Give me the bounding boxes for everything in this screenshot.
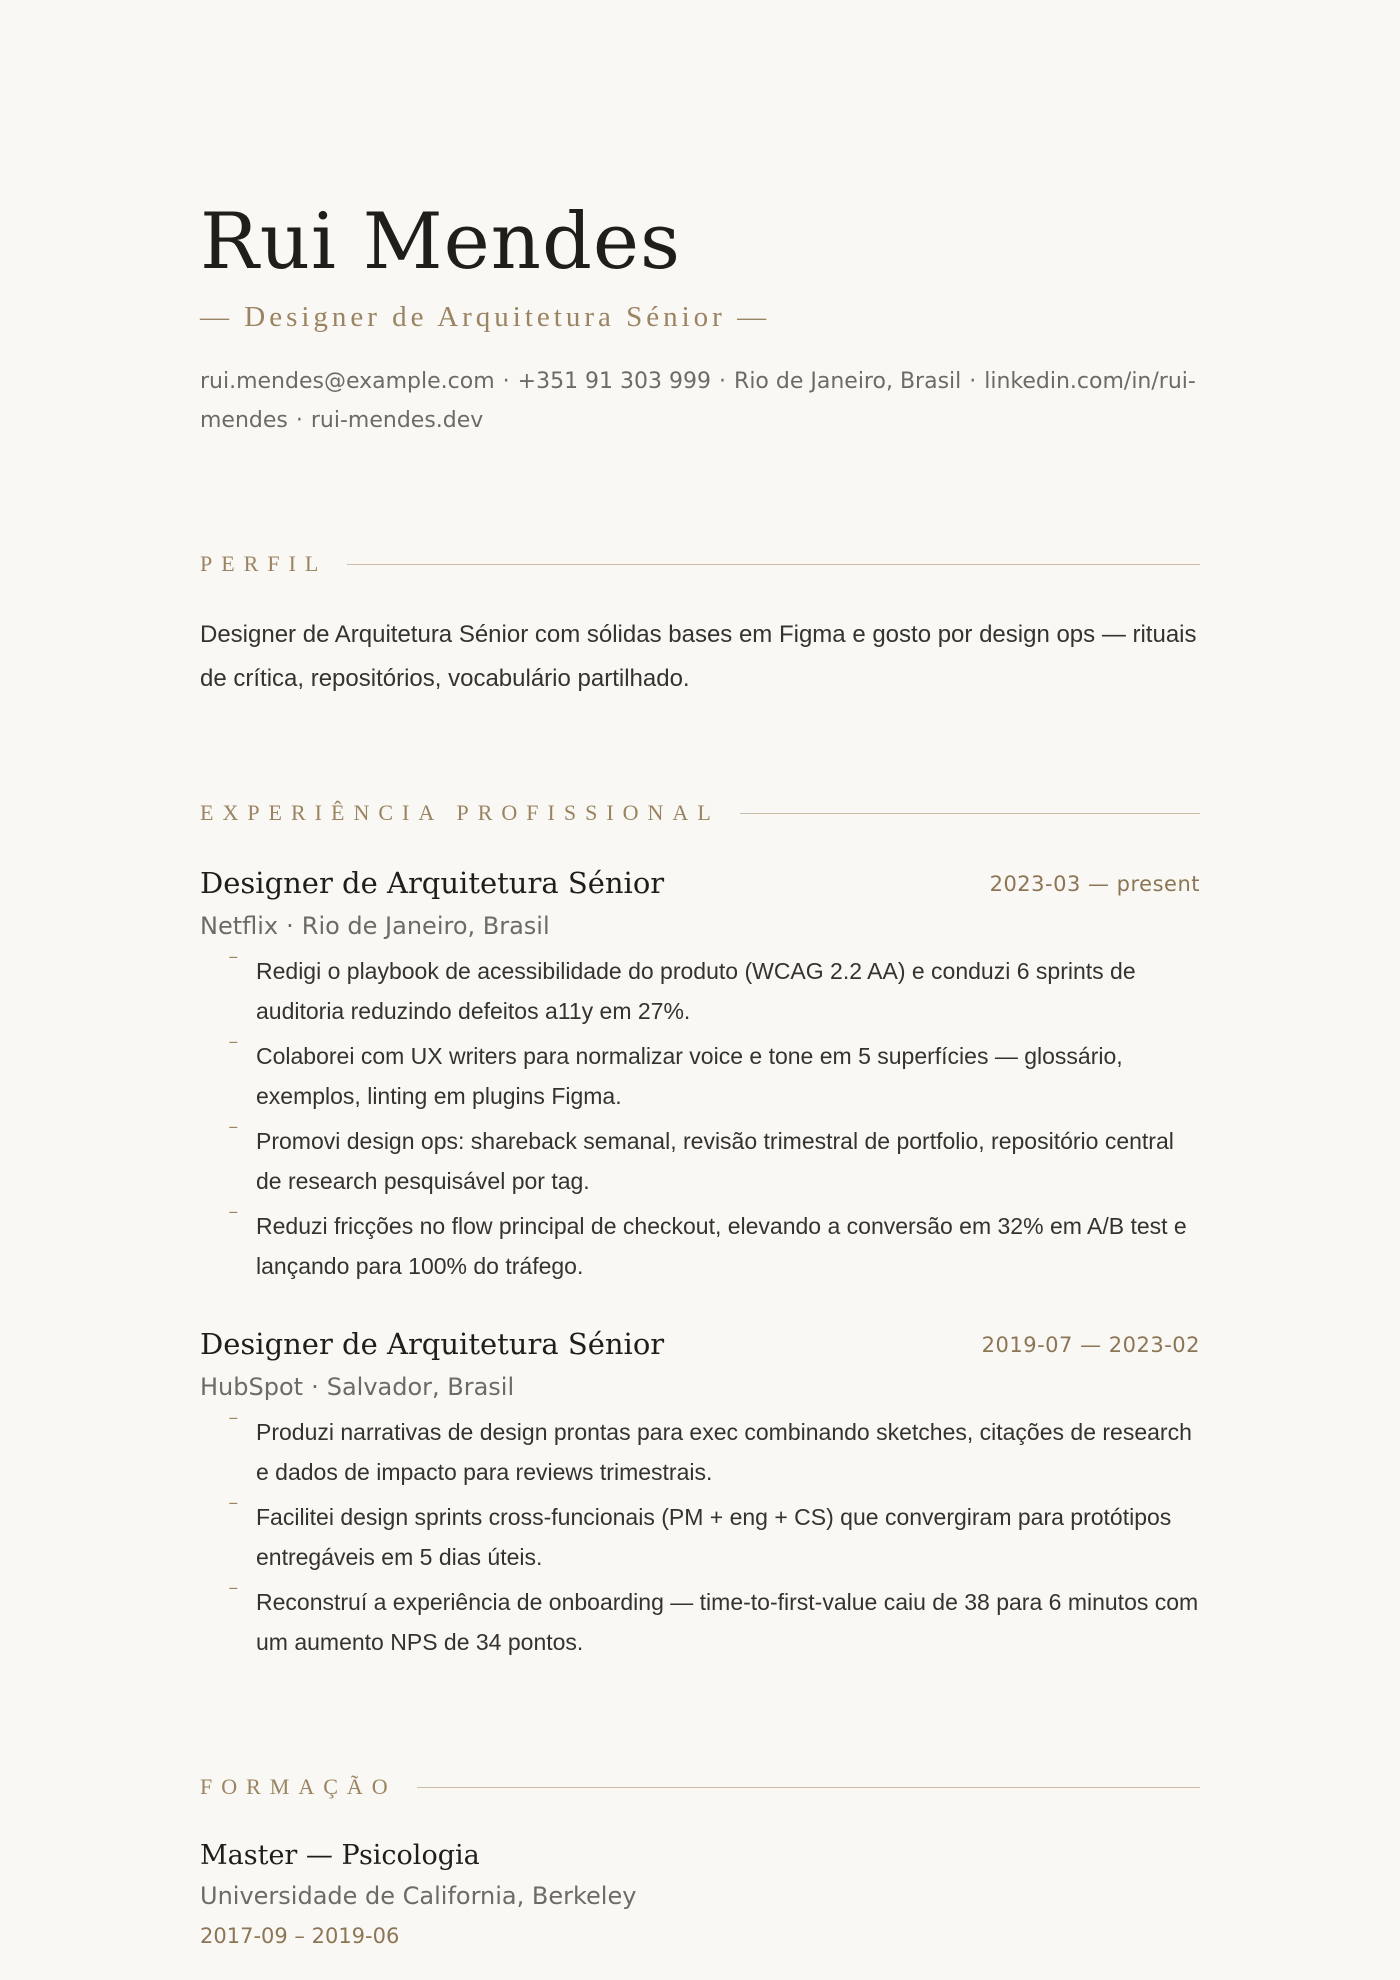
contact-separator: · <box>295 408 303 433</box>
dash-icon: ‾ <box>230 1502 237 1524</box>
contact-email[interactable]: rui.mendes@example.com <box>200 369 495 394</box>
contact-separator: · <box>719 369 727 394</box>
job-company: HubSpot <box>200 1373 304 1401</box>
contact-location: Rio de Janeiro, Brasil <box>734 369 962 394</box>
section-education-title: FORMAÇÃO <box>200 1774 397 1799</box>
education-degree: Master — Psicologia <box>200 1840 480 1871</box>
candidate-role: — Designer de Arquitetura Sénior — <box>200 301 771 333</box>
dash-icon: ‾ <box>230 1211 237 1233</box>
org-separator: · <box>286 912 294 940</box>
dash-icon: ‾ <box>230 1126 237 1148</box>
job-bullet-text: Redigi o playbook de acessibilidade do produto (WCAG 2.2 AA) e conduzi 6 sprints de auditoria reduzindo defeitos a11y em 27%. <box>256 958 1136 1024</box>
job-bullet-text: Promovi design ops: shareback semanal, revisão trimestral de portfolio, repositório central de research pesquisável por tag. <box>256 1128 1174 1194</box>
section-experience-title: EXPERIÊNCIA PROFISSIONAL <box>200 800 720 825</box>
contact-website[interactable]: rui-mendes.dev <box>310 408 484 433</box>
dash-icon: ‾ <box>230 1587 237 1609</box>
section-education-header <box>200 1772 1200 1802</box>
contact-phone[interactable]: +351 91 303 999 <box>517 369 712 394</box>
education-school: Universidade de California, Berkeley <box>200 1882 637 1910</box>
job-bullet-text: Reconstruí a experiência de onboarding — time-to-first-value caiu de 38 para 6 minutos com um aumento NPS de 34 pontos. <box>256 1589 1199 1655</box>
contact-separator: · <box>969 369 977 394</box>
education-entry <box>200 1836 1200 1956</box>
job-header <box>200 1324 1200 1370</box>
job-bullet <box>200 1497 1200 1577</box>
job-bullet <box>200 1412 1200 1492</box>
job-entry <box>200 863 1200 1291</box>
job-company-line <box>200 909 1200 943</box>
dash-icon: ‾ <box>230 1417 237 1439</box>
section-divider <box>417 1787 1200 1788</box>
dash-icon: ‾ <box>230 956 237 978</box>
dash-icon: ‾ <box>230 1041 237 1063</box>
job-bullet-text: Facilitei design sprints cross-funcionais (PM + eng + CS) que convergiram para protótipos entregáveis em 5 dias úteis. <box>256 1504 1172 1570</box>
job-dates: 2019-07 — 2023-02 <box>981 1333 1200 1357</box>
job-bullet-text: Reduzi fricções no flow principal de checkout, elevando a conversão em 32% em A/B test e lançando para 100% do tráfego. <box>256 1213 1187 1279</box>
contact-separator: · <box>502 369 510 394</box>
job-title: Designer de Arquitetura Sénior <box>200 866 665 900</box>
job-location: Salvador, Brasil <box>326 1373 515 1401</box>
job-bullet <box>200 1121 1200 1201</box>
contact-line <box>200 362 1200 440</box>
section-divider <box>347 564 1200 565</box>
job-entry <box>200 1324 1200 1667</box>
job-location: Rio de Janeiro, Brasil <box>301 912 550 940</box>
job-header <box>200 863 1200 909</box>
candidate-name: Rui Mendes <box>200 197 682 287</box>
job-bullet-text: Colaborei com UX writers para normalizar voice e tone em 5 superfícies — glossário, exemplos, linting em plugins Figma. <box>256 1043 1123 1109</box>
education-dates: 2017-09 – 2019-06 <box>200 1924 400 1948</box>
job-company: Netflix <box>200 912 279 940</box>
section-profile-title: PERFIL <box>200 551 328 576</box>
job-bullet-text: Produzi narrativas de design prontas para exec combinando sketches, citações de research e dados de impacto para reviews trimestrais. <box>256 1419 1192 1485</box>
job-bullet <box>200 1206 1200 1286</box>
job-bullet <box>200 951 1200 1031</box>
job-title: Designer de Arquitetura Sénior <box>200 1327 665 1361</box>
job-bullets <box>200 951 1200 1286</box>
section-experience-header <box>200 798 1200 828</box>
job-bullets <box>200 1412 1200 1662</box>
section-divider <box>740 813 1200 814</box>
job-dates: 2023-03 — present <box>989 872 1200 896</box>
job-company-line <box>200 1370 1200 1404</box>
job-bullet <box>200 1036 1200 1116</box>
profile-summary: Designer de Arquitetura Sénior com sólidas bases em Figma e gosto por design ops — rituais de crítica, repositórios, vocabulário partilhado. <box>200 621 1197 692</box>
section-profile-header <box>200 549 1200 579</box>
job-bullet <box>200 1582 1200 1662</box>
org-separator: · <box>311 1373 319 1401</box>
contact-linkedin[interactable]: linkedin.com/in/rui-mendes <box>200 369 1196 433</box>
